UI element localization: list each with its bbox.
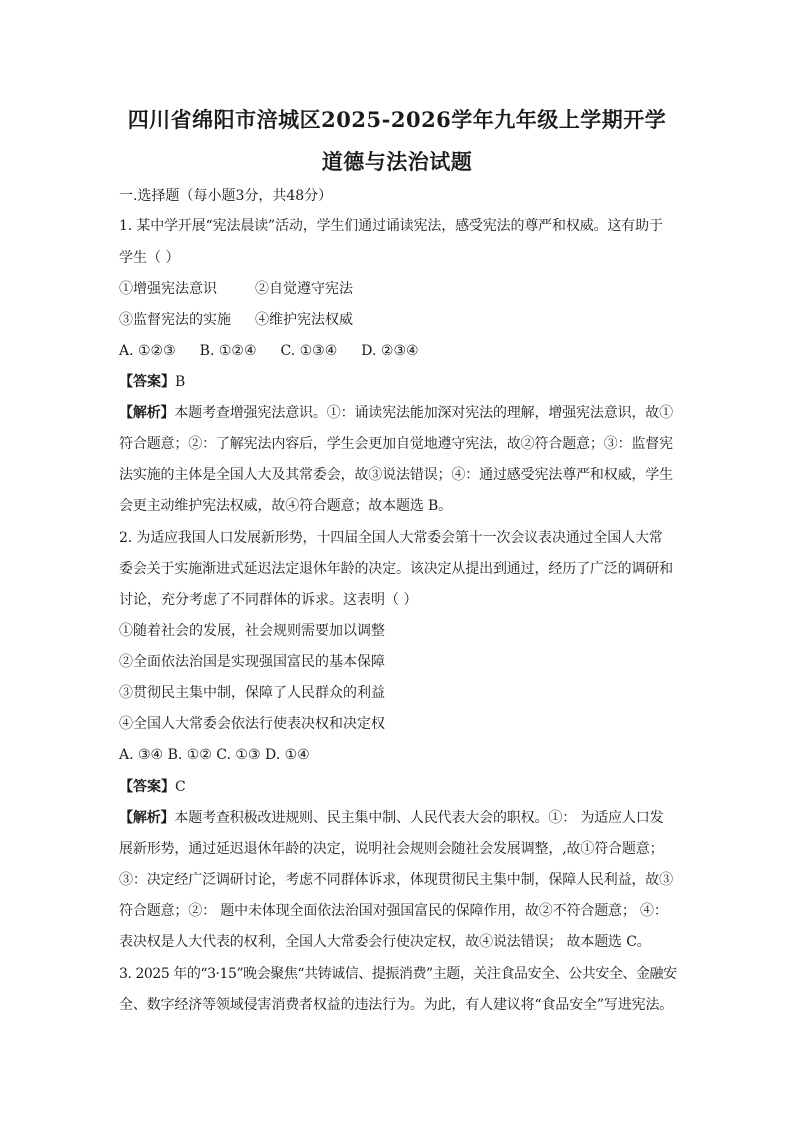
q1-analysis-line2: 符合题意；②：了解宪法内容后，学生会更加自觉地遵守宪法，故②符合题意；③：监督宪: [119, 436, 673, 452]
q1-analysis-text1: 本题考查增强宪法意识。①：诵读宪法能加深对宪法的理解，增强宪法意识，故①: [174, 405, 674, 421]
q1-option-c: C. ①③④: [280, 343, 338, 359]
q1-statements-row1: [119, 279, 679, 299]
q2-options: A. ③④ B. ①② C. ①③ D. ①④: [119, 747, 310, 763]
q2-stem-line1: 2. 为适应我国人口发展新形势，十四届全国人大常委会第十一次会议表决通过全国人大常: [119, 530, 663, 546]
q1-options: [119, 341, 679, 361]
q2-analysis-text1: 本题考查积极改进规则、民主集中制、人民代表大会的职权。①： 为适应人口发: [174, 810, 664, 826]
section-heading: 一.选择题（每小题3分，共48分）: [119, 188, 333, 204]
q1-statement-2: ②自觉遵守宪法: [255, 281, 353, 297]
q1-analysis-line1: [119, 403, 679, 423]
q1-answer-value: B: [175, 374, 186, 390]
q1-answer: [119, 372, 679, 392]
q2-statement-2: ②全面依法治国是实现强国富民的基本保障: [119, 654, 385, 670]
q2-statement-4: ④全国人大常委会依法行使表决权和决定权: [119, 716, 385, 732]
q1-option-b: B. ①②④: [199, 343, 257, 359]
q2-analysis-line3: ③：决定经广泛调研讨论，考虑不同群体诉求，体现贯彻民主集中制，保障人民利益，故③: [119, 872, 673, 888]
q2-analysis-line1: [119, 808, 679, 828]
q1-analysis-tag: 【解析】: [119, 405, 175, 421]
q2-analysis-line2: 展新形势，通过延迟退休年龄的决定，说明社会规则会随社会发展调整，,故①符合题意；: [119, 841, 664, 857]
q2-analysis-line4: 符合题意；②： 题中未体现全面依法治国对强国富民的保障作用，故②不符合题意； ④：: [119, 903, 668, 919]
q2-analysis-tag: 【解析】: [119, 810, 175, 826]
q2-answer-value: C: [175, 779, 186, 795]
q2-stem-line3: 讨论，充分考虑了不同群体的诉求。这表明（ ）: [119, 592, 418, 608]
q2-stem-line2: 委会关于实施渐进式延迟法定退休年龄的决定。该决定从提出到通过，经历了广泛的调研和: [119, 561, 673, 577]
q3-stem-line1: 3. 2025 年的“3·15”晚会聚焦“共铸诚信、提振消费”主题，关注食品安全、公共安全、金融安: [119, 966, 677, 982]
document-title-line1: 四川省绵阳市涪城区2025-2026学年九年级上学期开学: [127, 107, 667, 132]
q1-statement-4: ④维护宪法权威: [255, 312, 353, 328]
q2-analysis-line5: 表决权是人大代表的权利，全国人大常委会行使决定权，故④说法错误； 故本题选 C。: [119, 934, 651, 950]
q1-analysis-line4: 会更主动维护宪法权威，故④符合题意；故本题选 B。: [119, 498, 452, 514]
q3-stem-line2: 全、数字经济等领域侵害消费者权益的违法行为。为此，有人建议将“食品安全”写进宪法。: [119, 997, 674, 1013]
q1-statement-3: ③监督宪法的实施: [119, 312, 231, 328]
q1-statements-row2: [119, 310, 679, 330]
q1-statement-1: ①增强宪法意识: [119, 281, 217, 297]
q2-statement-3: ③贯彻民主集中制，保障了人民群众的利益: [119, 685, 385, 701]
q1-analysis-line3: 法实施的主体是全国人大及其常委会，故③说法错误；④：通过感受宪法尊严和权威，学生: [119, 467, 673, 483]
q1-stem-line2: 学生（ ）: [119, 250, 180, 266]
q1-stem-line1: 1. 某中学开展“宪法晨读”活动，学生们通过诵读宪法，感受宪法的尊严和权威。这有助于: [119, 218, 663, 234]
q2-answer: [119, 777, 679, 797]
q1-option-a: A. ①②③: [119, 343, 176, 359]
q1-answer-tag: 【答案】: [119, 374, 175, 390]
document-title-line2: 道德与法治试题: [321, 149, 473, 174]
q2-statement-1: ①随着社会的发展，社会规则需要加以调整: [119, 623, 385, 639]
q2-answer-tag: 【答案】: [119, 779, 175, 795]
q1-option-d: D. ②③④: [361, 343, 419, 359]
